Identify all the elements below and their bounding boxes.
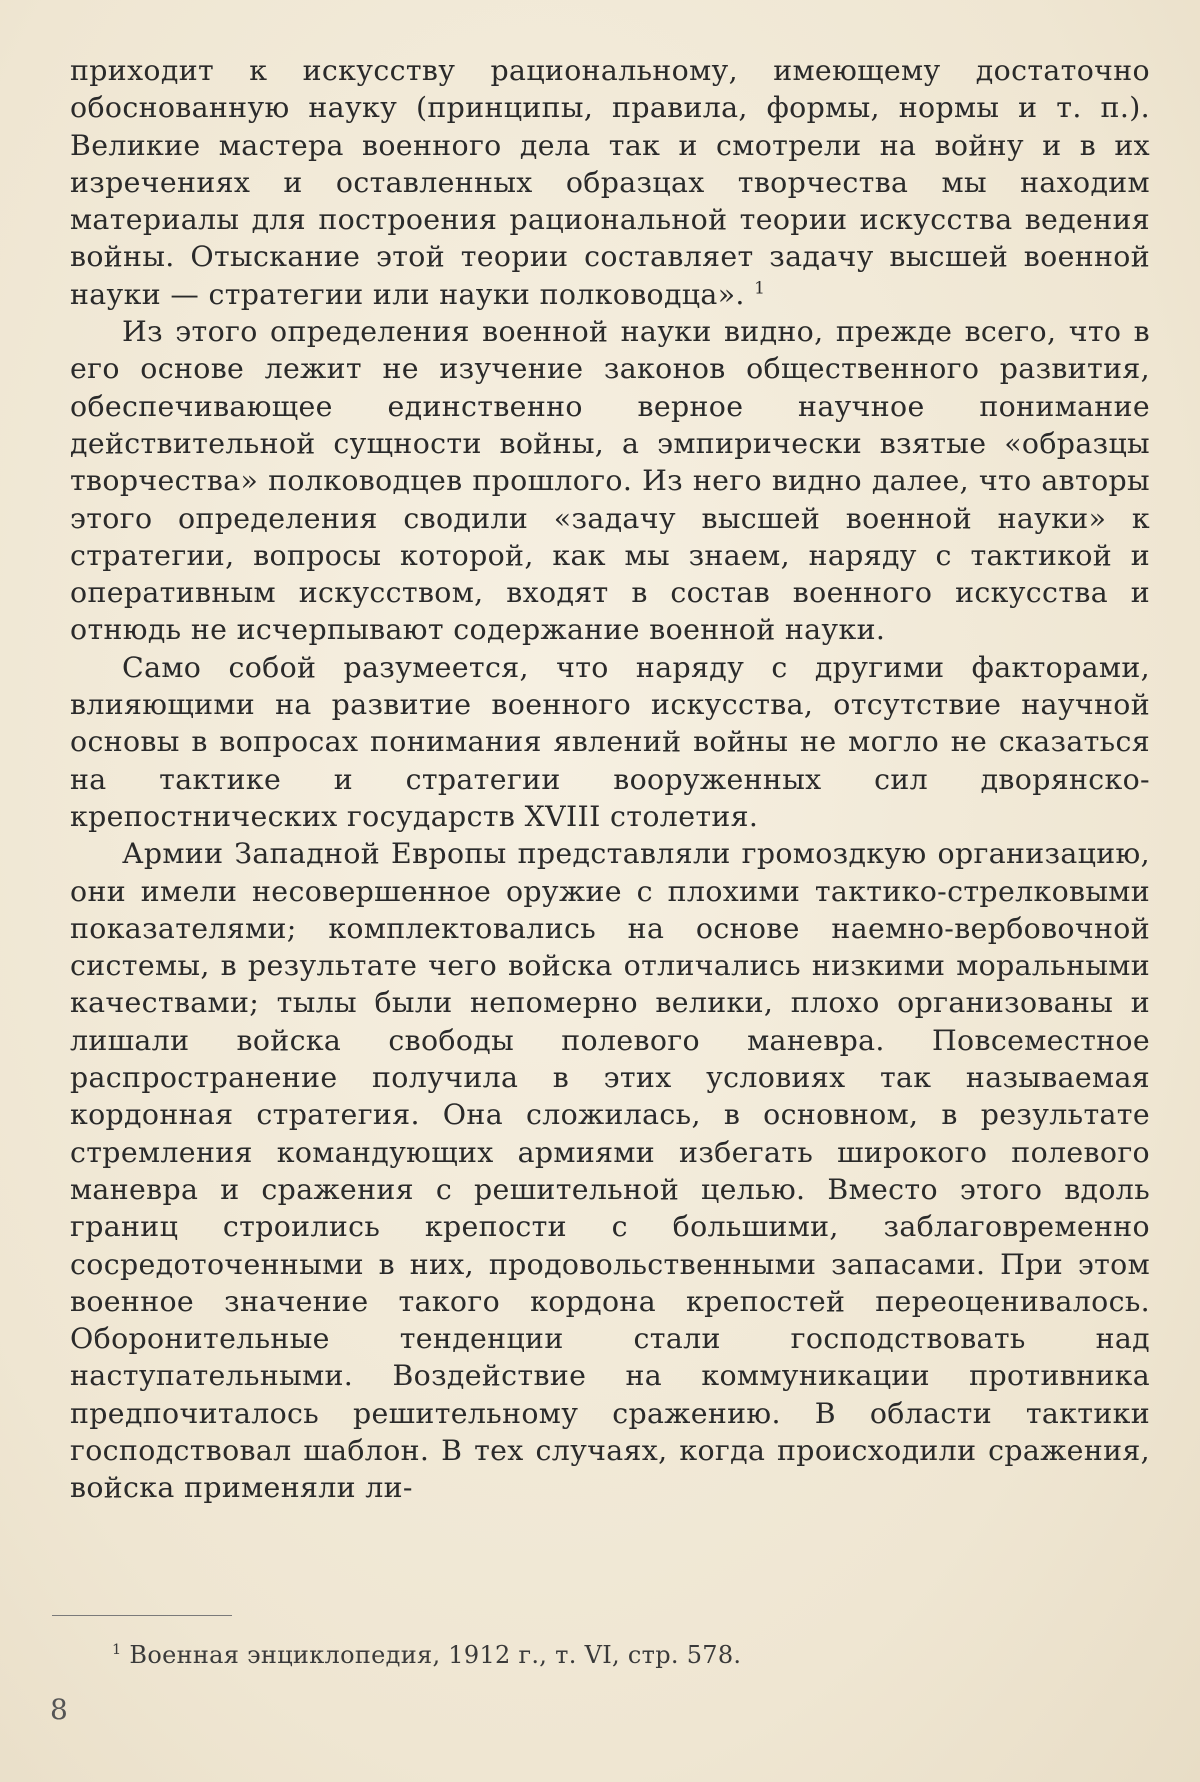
paragraph-3: Само собой разумеется, что наряду с другими факторами, влияющими на развитие военного искусства, отсутствие научной основы в вопросах понимания явлений войны не могло не сказаться на тактике и стратегии вооруженных сил дворянско-крепостнических государств XVIII столетия.: [70, 650, 1150, 833]
footnote: [112, 1640, 1112, 1670]
paragraph-1: [70, 52, 1150, 313]
footnote-marker: 1: [112, 1642, 122, 1658]
main-text: [70, 52, 1150, 1507]
footnote-reference[interactable]: 1: [754, 278, 766, 299]
page-number: 8: [50, 1693, 68, 1726]
paragraph-2: Из этого определения военной науки видно, прежде всего, что в его основе лежит не изучение законов общественного развития, обеспечивающее единственно верное научное понимание действительной сущности войны, а эмпирически взятые «образцы творчества» полководцев прошлого. Из него видно далее, что авторы этого определения сводили «задачу высшей военной науки» к стратегии, вопросы которой, как мы знаем, наряду с тактикой и оперативным искусством, входят в состав военного искусства и отнюдь не исчерпывают содержание военной науки.: [70, 315, 1150, 647]
paragraph-1-text: приходит к искусству рациональному, имеющему достаточно обоснованную науку (принципы, правила, формы, нормы и т. п.). Великие мастера военного дела так и смотрели на войну и в их изречениях и оставленных образцах творчества мы находим материалы для построения рациональной теории искусства ведения войны. Отыскание этой теории составляет задачу высшей военной науки — стратегии или науки полководца».: [70, 54, 1150, 311]
footnote-divider: [52, 1615, 232, 1616]
footnote-text: Военная энциклопедия, 1912 г., т. VI, стр. 578.: [129, 1641, 742, 1669]
paragraph-4: Армии Западной Европы представляли громоздкую организацию, они имели несовершенное оружие с плохими тактико-стрелковыми показателями; комплектовались на основе наемно-вербовочной системы, в результате чего войска отличались низкими моральными качествами; тылы были непомерно велики, плохо организованы и лишали войска свободы полевого маневра. Повсеместное распространение получила в этих условиях так называемая кордонная стратегия. Она сложилась, в основном, в результате стремления командующих армиями избегать широкого полевого маневра и сражения с решительной целью. Вместо этого вдоль границ строились крепости с большими, заблаговременно сосредоточенными в них, продовольственными запасами. При этом военное значение такого кордона крепостей переоценивалось. Оборонительные тенденции стали господствовать над наступательными. Воздействие на коммуникации противника предпочиталось решительному сражению. В области тактики господствовал шаблон. В тех случаях, когда происходили сражения, войска применяли ли-: [70, 837, 1150, 1505]
